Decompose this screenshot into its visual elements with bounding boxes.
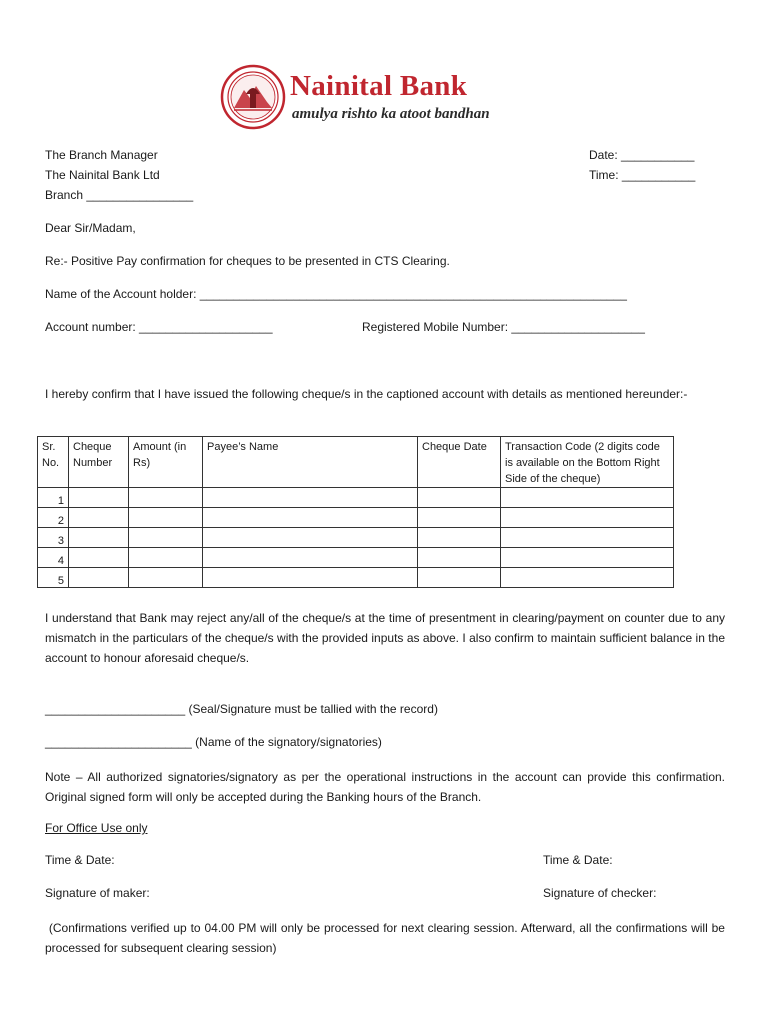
subject-line: Re:- Positive Pay confirmation for cheques to be presented in CTS Clearing. xyxy=(45,254,450,268)
table-row xyxy=(38,508,674,528)
payee-cell[interactable] xyxy=(203,508,418,528)
cheque-table xyxy=(37,436,674,588)
table-row xyxy=(38,548,674,568)
header-transaction-code: Transaction Code (2 digits code is available on the Bottom Right Side of the cheque) xyxy=(501,437,674,488)
table-row xyxy=(38,488,674,508)
payee-cell[interactable] xyxy=(203,548,418,568)
cheque-number-cell[interactable] xyxy=(69,528,129,548)
checker-time-date: Time & Date: xyxy=(543,853,613,867)
table-row xyxy=(38,528,674,548)
payee-cell[interactable] xyxy=(203,488,418,508)
row-number: 1 xyxy=(38,488,69,508)
mobile-number-field[interactable]: Registered Mobile Number: ____________________ xyxy=(362,320,645,334)
transaction-code-cell[interactable] xyxy=(501,488,674,508)
maker-signature: Signature of maker: xyxy=(45,886,150,900)
amount-cell[interactable] xyxy=(129,548,203,568)
office-use-heading: For Office Use only xyxy=(45,821,148,835)
amount-cell[interactable] xyxy=(129,508,203,528)
header-payee: Payee’s Name xyxy=(203,437,418,488)
cheque-date-cell[interactable] xyxy=(418,508,501,528)
maker-time-date: Time & Date: xyxy=(45,853,115,867)
table-header-row xyxy=(38,437,674,488)
checker-signature: Signature of checker: xyxy=(543,886,657,900)
cheque-number-cell[interactable] xyxy=(69,508,129,528)
header-sr: Sr. No. xyxy=(38,437,69,488)
addressee-line-1: The Branch Manager xyxy=(45,148,158,162)
note-text: Note – All authorized signatories/signatory as per the operational instructions in the account can provide this confirmation. Original signed form will only be accepted during the Banking hours of the Branch. xyxy=(45,770,725,804)
row-number: 3 xyxy=(38,528,69,548)
understand-text: I understand that Bank may reject any/all of the cheque/s at the time of presentment in clearing/payment on counter due to any mismatch in the particulars of the cheque/s with the provided inputs as above. I also confirm to maintain sufficient balance in the account to honour aforesaid cheque/s. xyxy=(45,611,725,665)
bank-name: Nainital Bank xyxy=(290,70,468,102)
header-cheque-date: Cheque Date xyxy=(418,437,501,488)
cheque-date-cell[interactable] xyxy=(418,528,501,548)
cheque-date-cell[interactable] xyxy=(418,488,501,508)
account-number-field[interactable]: Account number: ____________________ xyxy=(45,320,273,334)
row-number: 2 xyxy=(38,508,69,528)
row-number: 5 xyxy=(38,568,69,588)
payee-cell[interactable] xyxy=(203,568,418,588)
footer-text: (Confirmations verified up to 04.00 PM will only be processed for next clearing session. Afterward, all the confirmations will be processed for subsequent clearing session) xyxy=(45,921,729,955)
row-number: 4 xyxy=(38,548,69,568)
amount-cell[interactable] xyxy=(129,568,203,588)
amount-cell[interactable] xyxy=(129,488,203,508)
time-field[interactable]: Time: ___________ xyxy=(589,168,696,182)
branch-field[interactable]: Branch ________________ xyxy=(45,188,194,202)
cheque-date-cell[interactable] xyxy=(418,568,501,588)
transaction-code-cell[interactable] xyxy=(501,508,674,528)
bank-emblem-icon xyxy=(220,64,286,130)
cheque-number-cell[interactable] xyxy=(69,488,129,508)
bank-logo xyxy=(220,64,530,130)
transaction-code-cell[interactable] xyxy=(501,528,674,548)
amount-cell[interactable] xyxy=(129,528,203,548)
confirm-text: I hereby confirm that I have issued the following cheque/s in the captioned account with details as mentioned hereunder:- xyxy=(45,387,688,401)
salutation: Dear Sir/Madam, xyxy=(45,221,136,235)
bank-tagline: amulya rishto ka atoot bandhan xyxy=(292,106,490,122)
cheque-number-cell[interactable] xyxy=(69,568,129,588)
transaction-code-cell[interactable] xyxy=(501,548,674,568)
transaction-code-cell[interactable] xyxy=(501,568,674,588)
header-cheque-number: Cheque Number xyxy=(69,437,129,488)
signatory-name-line[interactable]: ______________________ (Name of the signatory/signatories) xyxy=(45,735,382,749)
cheque-date-cell[interactable] xyxy=(418,548,501,568)
account-holder-field[interactable]: Name of the Account holder: ________________________________________________________________ xyxy=(45,287,627,301)
payee-cell[interactable] xyxy=(203,528,418,548)
cheque-number-cell[interactable] xyxy=(69,548,129,568)
table-row xyxy=(38,568,674,588)
seal-signature-line[interactable]: _____________________ (Seal/Signature must be tallied with the record) xyxy=(45,702,438,716)
addressee-line-2: The Nainital Bank Ltd xyxy=(45,168,160,182)
date-field[interactable]: Date: ___________ xyxy=(589,148,695,162)
header-amount: Amount (in Rs) xyxy=(129,437,203,488)
